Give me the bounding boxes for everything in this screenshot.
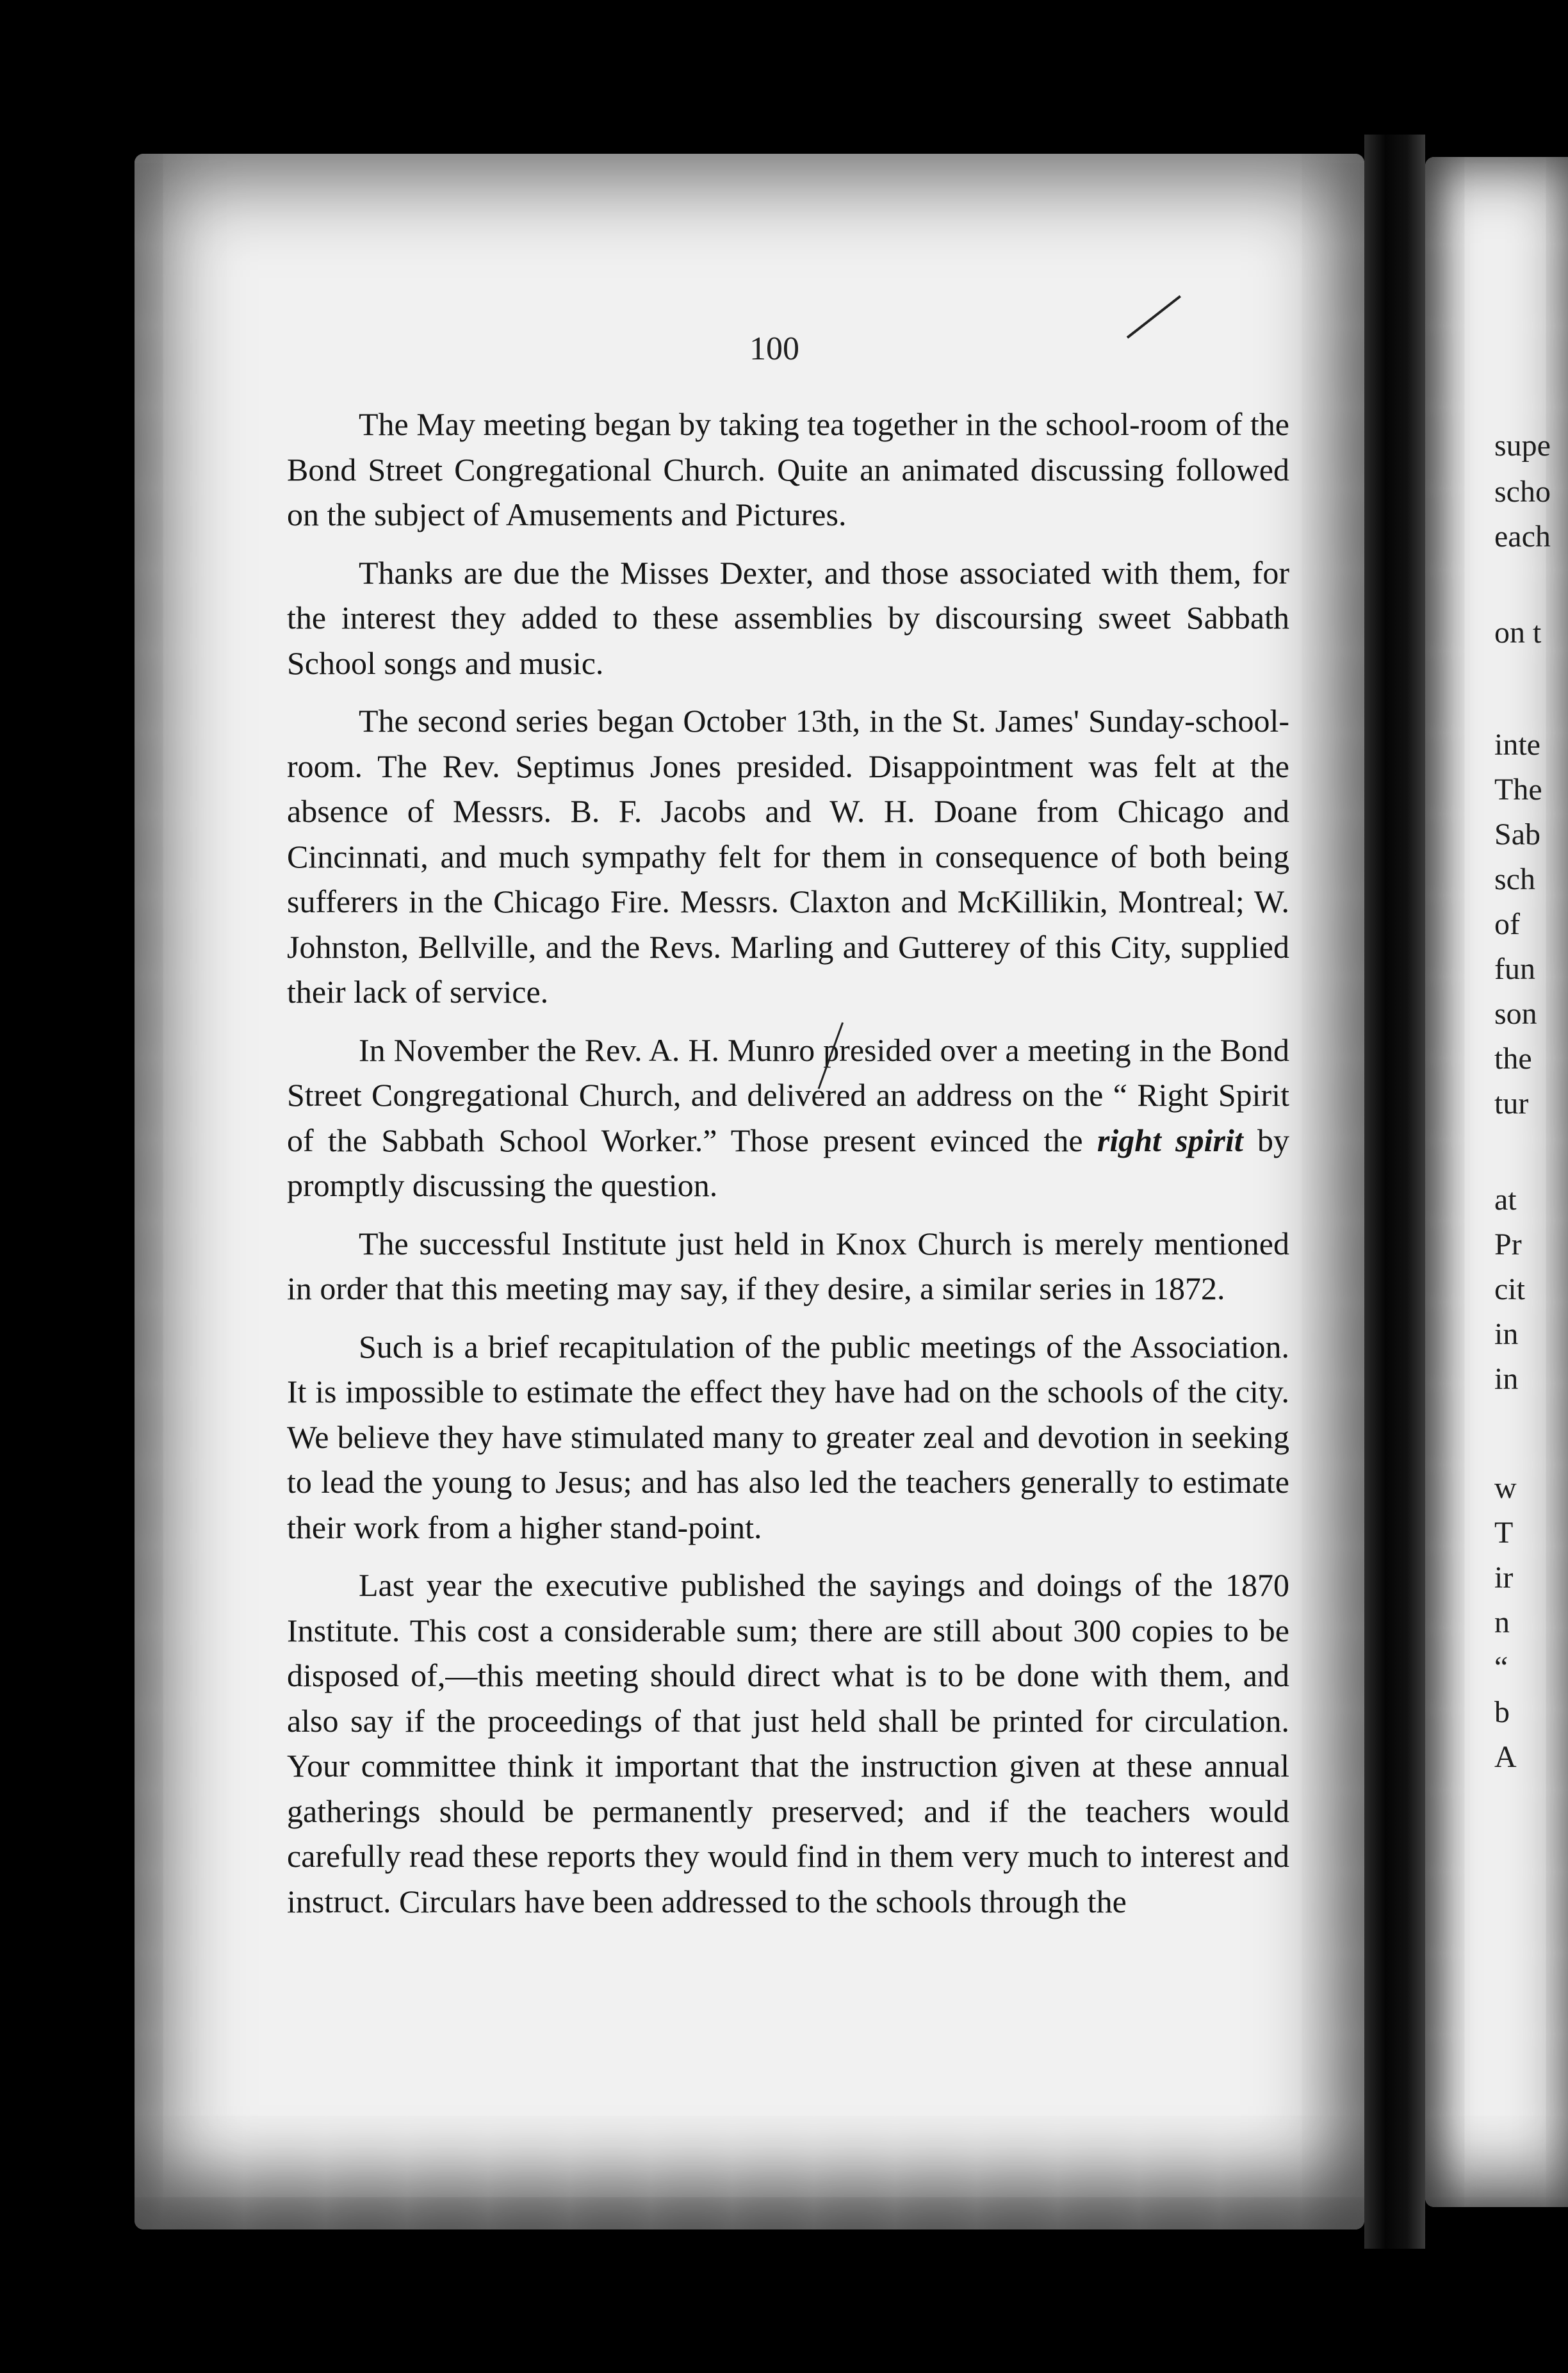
page-number: 100	[749, 331, 799, 367]
right-page-fragment: the	[1494, 1042, 1532, 1076]
right-page-fragment: tur	[1494, 1087, 1529, 1121]
right-page-fragment: The	[1494, 773, 1542, 807]
right-page-fragment: n	[1494, 1605, 1510, 1639]
paragraph: The second series began October 13th, in the St. James' Sunday-school-room. The Rev. Septimus Jones presided. Disappointment was felt at the absence of Messrs. B. F. Jacobs and W. H. Doane from Chicago and Cincinnati, and much sympathy felt for them in consequence of both being sufferers in the Chicago Fire. Messrs. Claxton and McKillikin, Montreal; W. Johnston, Bellville, and the Revs. Marling and Gutterey of this City, supplied their lack of service.	[287, 703, 1289, 1010]
right-page-fragment: w	[1494, 1471, 1517, 1505]
paragraph	[287, 1028, 1289, 1208]
right-page-fragment: A	[1494, 1740, 1517, 1774]
paragraph: Last year the executive published the sayings and doings of the 1870 Institute. This cost a considerable sum; there are still about 300 copies to be disposed of,—this meeting should direct what is to be done with them, and also say if the proceedings of that just held shall be printed for circulation. Your committee think it important that the instruction given at these annual gatherings should be permanently preserved; and if the teachers would carefully read these reports they would find in them very much to interest and instruct. Circulars have been addressed to the schools through the	[287, 1567, 1289, 1919]
right-page-fragment: fun	[1494, 952, 1535, 986]
right-page-fragment: b	[1494, 1695, 1510, 1729]
body-text	[287, 402, 1289, 1937]
right-page-fragment: in	[1494, 1317, 1519, 1351]
right-page-fragment: ir	[1494, 1561, 1514, 1595]
paragraph: The successful Institute just held in Knox Church is merely mentioned in order that this meeting may say, if they desire, a similar series in 1872.	[287, 1225, 1289, 1306]
right-page-fragment: supe	[1494, 429, 1551, 463]
paragraph-text: by promptly discussing the question.	[287, 1122, 1290, 1203]
right-page-fragment: each	[1494, 520, 1551, 554]
right-page-fragment: scho	[1494, 475, 1551, 509]
italic-emphasis: right spirit	[1097, 1122, 1243, 1158]
paragraph-text: In November the Rev. A. H. Munro presided over a meeting in the Bond Street Congregational Church, and delivered an address on the “ Right Spirit of the Sabbath School Worker.” Those present evinced the	[287, 1031, 1289, 1158]
right-page-fragment: “	[1494, 1650, 1508, 1684]
right-page-fragment: of	[1494, 907, 1520, 941]
right-page-fragment: T	[1494, 1516, 1514, 1550]
right-page-fragment: Pr	[1494, 1228, 1522, 1261]
right-page-fragment: inte	[1494, 728, 1540, 762]
right-page-fragment: in	[1494, 1362, 1519, 1396]
paragraph: Such is a brief recapitulation of the public meetings of the Association. It is impossible to estimate the effect they have had on the schools of the city. We believe they have stimulated many to greater zeal and devotion in seeking to lead the young to Jesus; and has also led the teachers generally to estimate their work from a higher stand-point.	[287, 1328, 1289, 1545]
right-page-fragment: at	[1494, 1183, 1517, 1217]
right-page-fragment: son	[1494, 997, 1537, 1031]
right-page-fragment: Sab	[1494, 817, 1540, 851]
right-page-fragment: cit	[1494, 1272, 1525, 1306]
paragraph: The May meeting began by taking tea together in the school-room of the Bond Street Congregational Church. Quite an animated discussing followed on the subject of Amusements and Pictures.	[287, 406, 1289, 532]
book-gutter	[1364, 135, 1425, 2249]
right-page-fragment: sch	[1494, 862, 1535, 896]
right-page-fragment: on t	[1494, 616, 1542, 650]
paragraph: Thanks are due the Misses Dexter, and those associated with them, for the interest they added to these assemblies by discoursing sweet Sabbath School songs and music.	[287, 554, 1289, 681]
